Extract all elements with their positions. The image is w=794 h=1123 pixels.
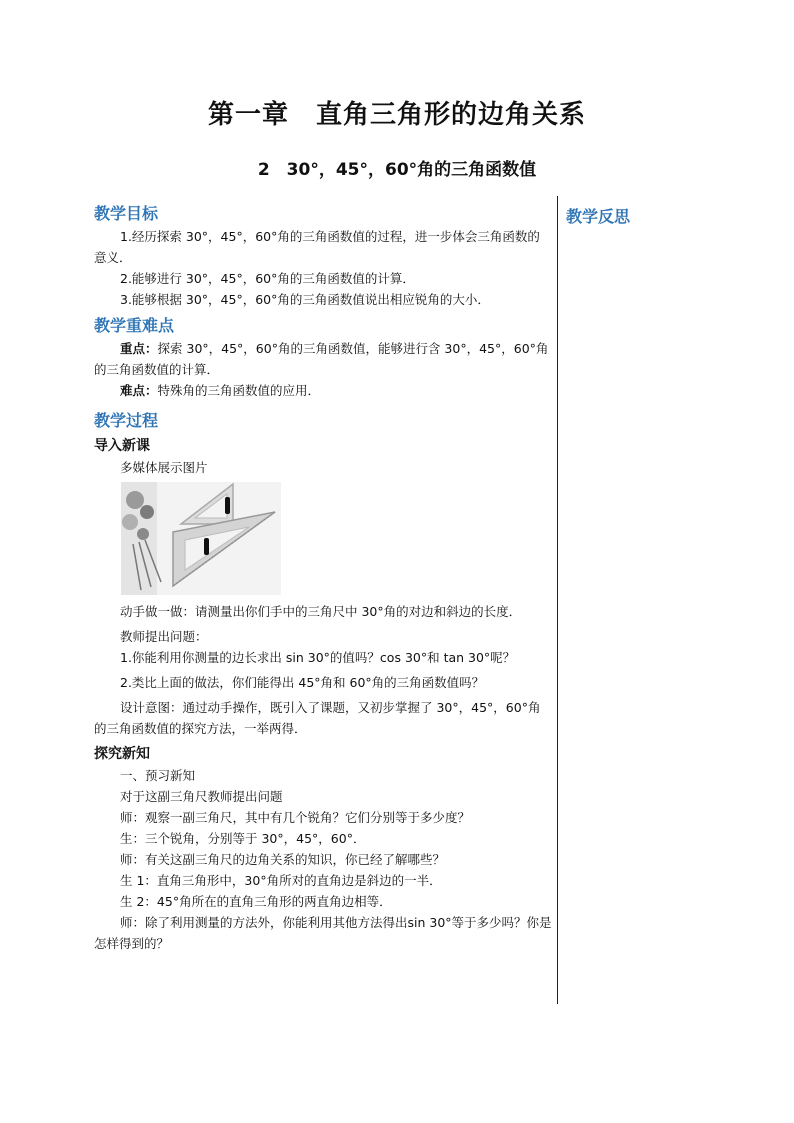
key-point-label: 重点： — [120, 341, 158, 356]
explore-line: 对于这副三角尺教师提出问题 — [120, 789, 283, 804]
key-points-heading: 教学重难点 — [94, 316, 175, 335]
intro-heading: 导入新课 — [94, 438, 150, 454]
explore-line: 一、预习新知 — [120, 768, 196, 783]
explore-line: 师：除了利用测量的方法外，你能利用其他方法得出sin 30°等于多少吗？你是怎样得到的？ — [94, 915, 552, 951]
objectives-heading: 教学目标 — [94, 204, 159, 223]
explore-line: 师：观察一副三角尺，其中有几个锐角？它们分别等于多少度？ — [120, 810, 471, 825]
section-title: 2 30°，45°，60°角的三角函数值 — [257, 160, 537, 180]
objective-item: 1.经历探索 30°，45°，60°角的三角函数值的过程，进一步体会三角函数的意义． — [94, 229, 540, 265]
difficult-point — [94, 380, 552, 401]
key-point-text: 探索 30°，45°，60°角的三角函数值，能够进行含 30°，45°，60°角的三角函数值的计算． — [94, 341, 549, 377]
design-intent: 设计意图：通过动手操作，既引入了课题，又初步掌握了 30°，45°，60°角的三角函数值的探究方法，一举两得． — [94, 700, 541, 736]
key-point — [94, 338, 552, 380]
show-text: 多媒体展示图片 — [120, 460, 208, 475]
main-column — [94, 202, 552, 954]
explore-line: 生 1：直角三角形中，30°角所对的直角边是斜边的一半． — [120, 873, 442, 888]
column-divider — [557, 196, 558, 1004]
explore-line: 师：有关这副三角尺的边角关系的知识，你已经了解哪些？ — [120, 852, 446, 867]
explore-line: 生 2：45°角所在的直角三角形的两直角边相等． — [120, 894, 392, 909]
process-heading: 教学过程 — [94, 411, 159, 430]
question-1: 1.你能利用你测量的边长求出 sin 30°的值吗？cos 30°和 tan 30°呢？ — [120, 650, 516, 665]
objective-item: 2.能够进行 30°，45°，60°角的三角函数值的计算． — [120, 271, 415, 286]
set-square-photo — [121, 482, 281, 595]
difficult-point-text: 特殊角的三角函数值的应用． — [157, 383, 321, 398]
chapter-title: 第一章 直角三角形的边角关系 — [207, 100, 586, 130]
question-2: 2.类比上面的做法，你们能得出 45°角和 60°角的三角函数值吗？ — [120, 675, 485, 690]
explore-line: 生：三个锐角，分别等于 30°，45°，60°． — [120, 831, 366, 846]
reflection-heading: 教学反思 — [566, 207, 631, 226]
teacher-question-label: 教师提出问题： — [120, 629, 208, 644]
explore-heading: 探究新知 — [94, 746, 150, 762]
activity-text: 动手做一做：请测量出你们手中的三角尺中 30°角的对边和斜边的长度． — [120, 604, 522, 619]
objective-item: 3.能够根据 30°，45°，60°角的三角函数值说出相应锐角的大小． — [120, 292, 490, 307]
difficult-point-label: 难点： — [120, 383, 158, 398]
